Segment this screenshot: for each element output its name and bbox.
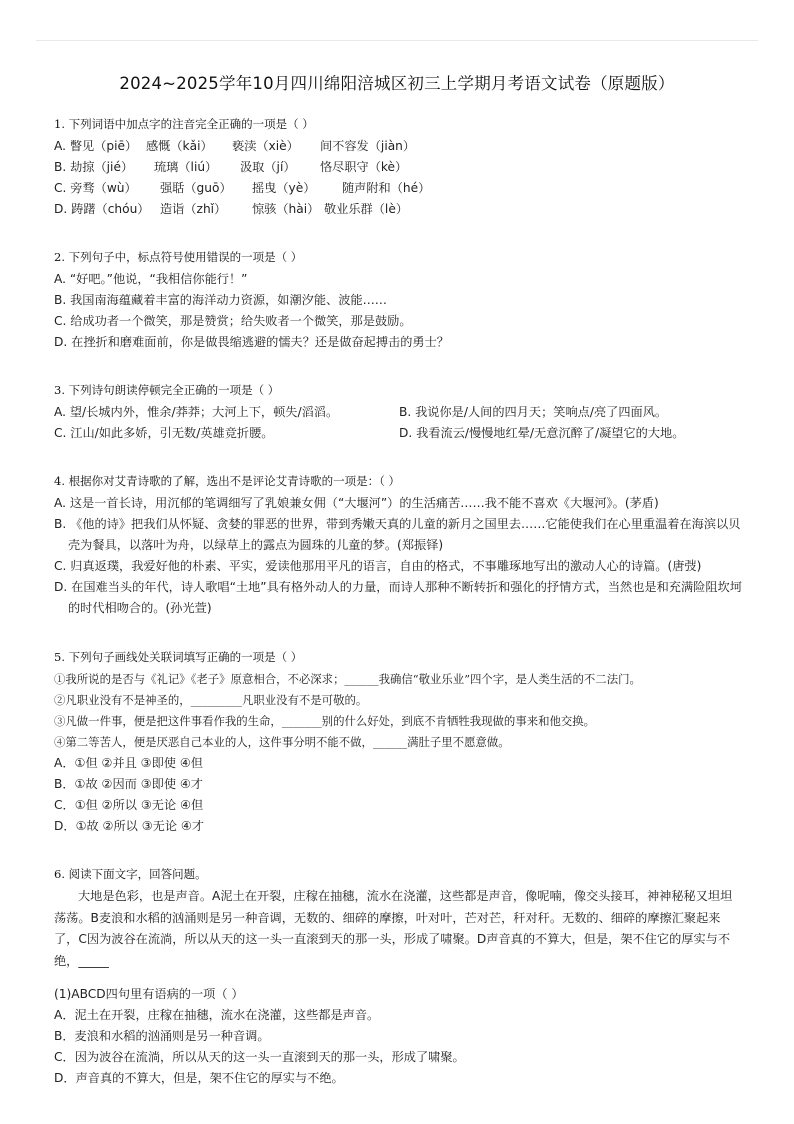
sentence-4: ④第二等苦人，便是厌恶自己本业的人，这件事分明不能不做，______满肚子里不愿意做。 xyxy=(54,735,510,749)
option-d: D．①故 ②所以 ③无论 ④才 xyxy=(54,819,205,833)
option-b: B. 我说你是/人间的四月天；笑响点/亮了四面风。 xyxy=(399,405,668,419)
page-title: 2024~2025学年10月四川绵阳涪城区初三上学期月考语文试卷（原题版） xyxy=(119,74,675,93)
option-cell: C. 旁骛（wù） xyxy=(54,181,137,195)
option-a: A. 望/长城内外，惟余/莽莽；大河上下，顿失/滔滔。 xyxy=(54,405,339,419)
option-b: B. 《他的诗》把我们从怀疑、贪婪的罪恶的世界，带到秀嫩天真的儿童的新月之国里去……它能使我们在心里重温着在海滨以贝壳为餐具，以落叶为舟，以绿草上的露点为圆珠的儿童的梦。(郑振铎) xyxy=(54,517,741,552)
option-cell: 惊骇（hài） xyxy=(252,202,320,216)
option-c: C．①但 ②所以 ③无论 ④但 xyxy=(54,798,204,812)
reading-passage: 大地是色彩，也是声音。A泥土在开裂，庄稼在抽穗，流水在浇灌，这些都是声音，像呢喃，像交头接耳，神神秘秘又坦坦荡荡。B麦浪和水稻的汹涌则是另一种音调，无数的、细碎的摩擦，叶对叶，芒对芒，秆对秆。无数的、细碎的摩擦汇聚起来了，C因为波谷在流淌，所以从天的这一头一直滚到天的那一头，形成了啸聚。D声音真的不算大，但是，架不住它的厚实与不绝，_____ xyxy=(54,889,733,968)
option-cell: 感慨（kǎi） xyxy=(146,139,213,153)
question-stem: 5. 下列句子画线处关联词填写正确的一项是（ ） xyxy=(54,650,303,664)
sub-question-stem: (1)ABCD四句里有语病的一项（ ） xyxy=(54,987,244,1001)
option-a: A. “好吧。”他说，“我相信你能行！” xyxy=(54,272,248,286)
option-b: B．①故 ②因而 ③即使 ④才 xyxy=(54,777,203,791)
option-cell: 强聒（guō） xyxy=(160,181,232,195)
question-3 xyxy=(54,380,744,444)
option-cell: 汲取（jí） xyxy=(240,160,296,174)
header-divider xyxy=(36,40,758,41)
option-cell: 亵渎（xiè） xyxy=(232,139,299,153)
option-cell: A. 瞥见（piē） xyxy=(54,139,138,153)
option-b: B．麦浪和水稻的汹涌则是另一种音调。 xyxy=(54,1029,270,1043)
option-cell: 随声附和（hé） xyxy=(342,181,431,195)
question-stem: 6. 阅读下面文字，回答问题。 xyxy=(54,867,207,881)
option-cell: 琉璃（liú） xyxy=(154,160,218,174)
option-d: D. 在国难当头的年代，诗人歌唱“土地”具有格外动人的力量，而诗人那种不断转折和强化的抒情方式，当然也是和充满险阻坎坷的时代相吻合的。(孙光萱) xyxy=(54,580,742,615)
option-cell: 间不容发（jiàn） xyxy=(320,139,416,153)
option-a: A. 这是一首长诗，用沉郁的笔调细写了乳娘兼女佣（“大堰河”）的生活痛苦……我不能不喜欢《大堰河》。(茅盾) xyxy=(54,496,659,510)
option-a: A．泥土在开裂，庄稼在抽穗，流水在浇灌，这些都是声音。 xyxy=(54,1008,380,1022)
question-stem: 1. 下列词语中加点字的注音完全正确的一项是（ ） xyxy=(54,117,314,131)
option-d: D. 在挫折和磨难面前，你是做畏缩逃避的懦夫？还是做奋起搏击的勇士？ xyxy=(54,335,449,349)
option-row xyxy=(54,157,744,178)
question-4 xyxy=(54,471,744,619)
option-cell: 恪尽职守（kè） xyxy=(320,160,408,174)
option-b: B. 我国南海蕴藏着丰富的海洋动力资源，如潮汐能、波能…… xyxy=(54,293,387,307)
option-c: C. 归真返璞，我爱好他的朴素、平实，爱读他那用平凡的语言，自由的格式，不事雕琢地写出的激动人心的诗篇。(唐弢) xyxy=(54,559,702,573)
option-row xyxy=(54,178,744,199)
question-2 xyxy=(54,247,744,353)
question-stem: 4. 根据你对艾青诗歌的了解，选出不是评论艾青诗歌的一项是：（ ） xyxy=(54,474,401,488)
question-stem: 3. 下列诗句朗读停顿完全正确的一项是（ ） xyxy=(54,383,280,397)
sentence-3: ③凡做一件事，便是把这件事看作我的生命，_______别的什么好处，到底不肯牺牲我现做的事来和他交换。 xyxy=(54,714,596,728)
question-stem: 2. 下列句子中，标点符号使用错误的一项是（ ） xyxy=(54,250,303,264)
option-cell: 摇曳（yè） xyxy=(252,181,316,195)
option-cell: 敬业乐群（lè） xyxy=(324,202,409,216)
option-row xyxy=(54,136,744,157)
option-cell: 造诣（zhǐ） xyxy=(160,202,227,216)
sentence-2: ②凡职业没有不是神圣的，_________凡职业没有不是可敬的。 xyxy=(54,693,368,707)
option-d: D．声音真的不算大，但是，架不住它的厚实与不绝。 xyxy=(54,1071,344,1085)
option-c: C．因为波谷在流淌，所以从天的这一头一直滚到天的那一头，形成了啸聚。 xyxy=(54,1050,465,1064)
question-1 xyxy=(54,114,744,220)
option-a: A．①但 ②并且 ③即使 ④但 xyxy=(54,756,203,770)
question-5 xyxy=(54,647,744,837)
option-c: C. 给成功者一个微笑，那是赞赏；给失败者一个微笑，那是鼓励。 xyxy=(54,314,412,328)
option-cell: D. 踌躇（chóu） xyxy=(54,202,150,216)
option-row xyxy=(54,423,744,444)
option-row xyxy=(54,199,744,220)
option-d: D. 我看流云/慢慢地红晕/无意沉醉了/凝望它的大地。 xyxy=(399,426,685,440)
option-cell: B. 劫掠（jié） xyxy=(54,160,134,174)
question-6 xyxy=(54,864,744,1089)
option-row xyxy=(54,402,744,423)
sentence-1: ①我所说的是否与《礼记》《老子》原意相合，不必深求；______我确信“敬业乐业”四个字，是人类生活的不二法门。 xyxy=(54,672,641,686)
option-c: C. 江山/如此多娇，引无数/英雄竞折腰。 xyxy=(54,426,274,440)
